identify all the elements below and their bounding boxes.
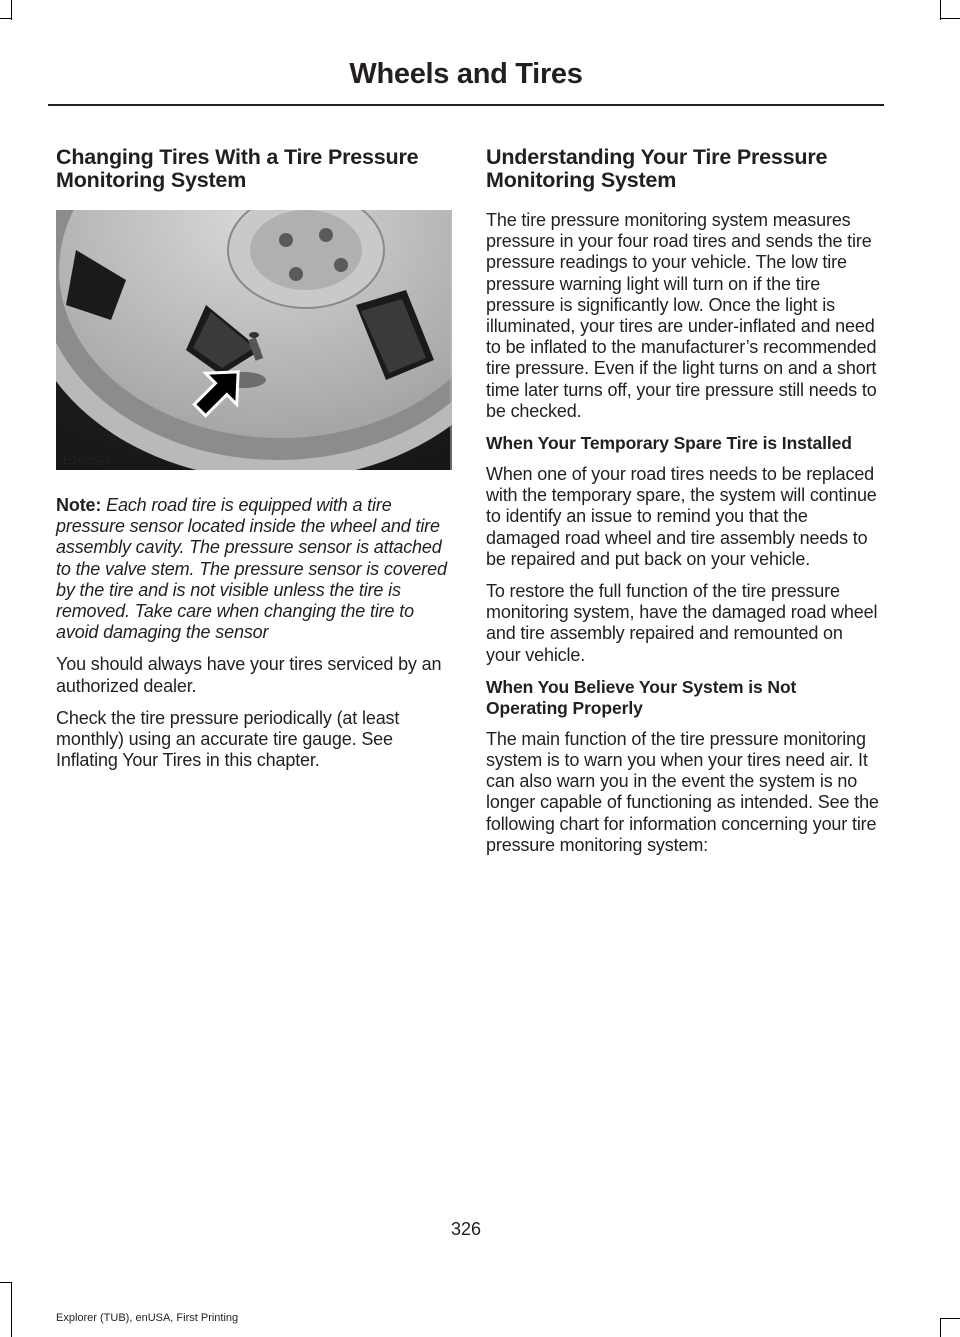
- crop-mark: [940, 0, 941, 20]
- crop-mark: [11, 1282, 12, 1337]
- note-label: Note:: [56, 495, 102, 515]
- paragraph: The tire pressure monitoring system measures pressure in your four road tires and sends the tire pressure readings to your vehicle. The low tire pressure warning light will turn on if the tire pressure is significantly low. Once the light is illuminated, your tires are under-inflated and need to be inflated to the manufacturer’s recommended tire pressure. Even if the light turns on and a short time later turns off, your tire pressure still needs to be checked.: [486, 210, 877, 421]
- paragraph: The main function of the tire pressure monitoring system is to warn you when your tires need air. It can also warn you in the event the system is no longer capable of functioning as intended. See the following chart for information concerning your tire pressure monitoring system:: [486, 728, 879, 855]
- subheading: When You Believe Your System is Not Operating Properly: [486, 676, 797, 718]
- wheel-illustration: [56, 210, 452, 470]
- crop-mark: [940, 18, 960, 19]
- figure-code: E142549: [63, 453, 112, 467]
- crop-mark: [0, 1282, 12, 1283]
- crop-mark: [11, 0, 12, 20]
- footer-text: Explorer (TUB), enUSA, First Printing: [56, 1312, 239, 1324]
- paragraph: Check the tire pressure periodically (at least monthly) using an accurate tire gauge. See Inflating Your Tires in this chapter.: [56, 707, 400, 771]
- section-heading: Understanding Your Tire Pressure Monitoring System: [486, 145, 828, 192]
- subheading: When Your Temporary Spare Tire is Installed: [486, 433, 852, 454]
- crop-mark: [940, 1318, 941, 1337]
- right-column: [486, 146, 882, 867]
- paragraph: To restore the full function of the tire pressure monitoring system, have the damaged road wheel and tire assembly repaired and remounted on your vehicle.: [486, 581, 878, 665]
- note-paragraph: [56, 495, 452, 643]
- crop-mark: [940, 1318, 960, 1319]
- note-text: Each road tire is equipped with a tire pressure sensor located inside the wheel and tire assembly cavity. The pressure sensor is attached to the valve stem. The pressure sensor is covered by the tire and is not visible unless the tire is removed. Take care when changing the tire to avoid damaging the sensor: [56, 495, 447, 643]
- wheel-figure: [56, 210, 452, 470]
- paragraph: When one of your road tires needs to be replaced with the temporary spare, the system will continue to identify an issue to remind you that the damaged road wheel and tire assembly needs to be repaired and put back on your vehicle.: [486, 464, 877, 569]
- left-column: [56, 146, 452, 782]
- page-number: 326: [450, 1219, 482, 1239]
- paragraph: You should always have your tires serviced by an authorized dealer.: [56, 654, 442, 696]
- header-rule: [48, 104, 884, 106]
- crop-mark: [0, 18, 12, 19]
- section-heading: Changing Tires With a Tire Pressure Monitoring System: [56, 145, 419, 192]
- page-header-title: Wheels and Tires: [349, 58, 583, 90]
